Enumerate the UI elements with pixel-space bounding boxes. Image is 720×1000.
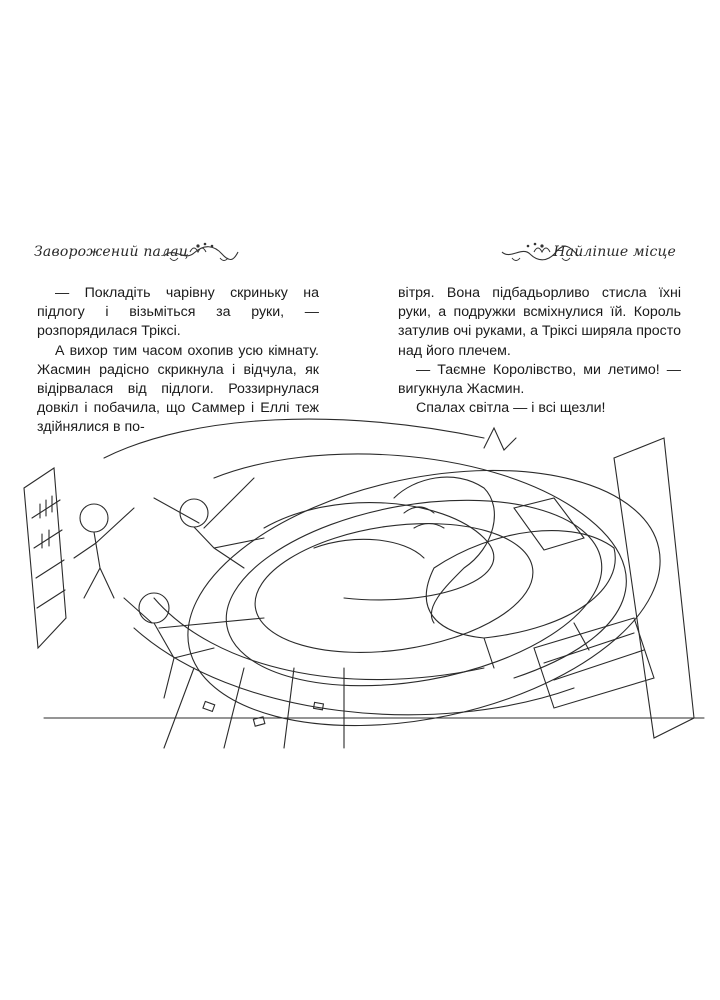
bookshelf-left: [24, 468, 66, 648]
text-column-right: [398, 284, 681, 418]
vortex-swirl: [104, 419, 684, 758]
paragraph: А вихор тим часом охопив усю кімнату. Жасмин радісно скрикнула і відчула, як відірвалася від підлоги. Роззирнулася довкіл і побачила, що Саммер і Еллі теж здійнялися в по-: [37, 342, 319, 436]
paragraph: вітря. Вона підбадьорливо стисла їхні руки, а подружки всміхнулися їй. Король затулив очі руками, а Тріксі ширяла просто над його плечем.: [398, 285, 681, 359]
text-column-left: [37, 284, 319, 438]
paragraph: Спалах світла — і всі щезли!: [416, 400, 606, 417]
paragraph: — Таємне Королівство, ми летимо! — вигукнула Жасмин.: [398, 361, 681, 398]
running-head-left: Заворожений палац: [34, 244, 189, 260]
running-head-right: Найліпше місце: [553, 244, 676, 260]
flourish-ornament-left: [160, 240, 240, 266]
illustration-whirlwind: [14, 418, 710, 758]
paragraph: — Покладіть чарівну скриньку на підлогу і візьміться за руки, — розпорядилася Тріксі.: [37, 285, 319, 340]
girls-holding-hands: [74, 478, 264, 698]
